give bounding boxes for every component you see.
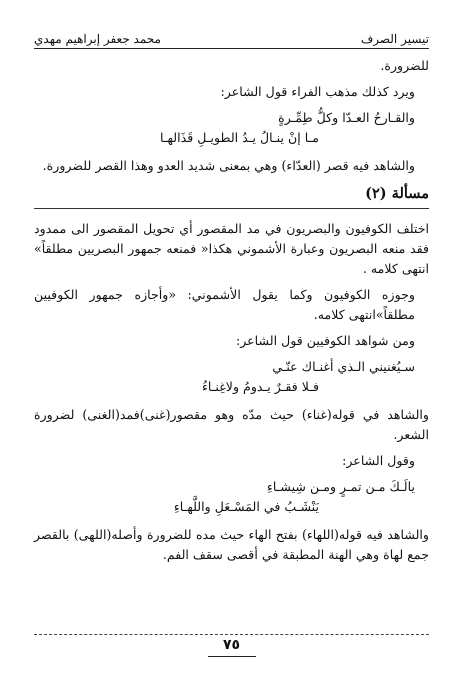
- verse-hemistich: والقـارحُ العـدّا وكلُّ طِمِّـرةٍ: [278, 110, 415, 125]
- paragraph: والشاهد فيه قوله(اللهاء) بفتح الهاء حيث مده للضرورة وأصله(اللهى) بالقصر جمع لهاة وهي الهنة المطبقة في أقصى سقف الفم.: [34, 527, 429, 562]
- verse-hemistich: سـيُغنيني الـذي أغنـاك عنّـي: [272, 359, 415, 374]
- author-name: محمد جعفر إبراهيم مهدي: [34, 32, 161, 46]
- text-line: للضرورة.: [380, 58, 429, 73]
- paragraph: والشاهد في قوله(غناء) حيث مدّه وهو مقصور(غنى)فمد(الغنى) لضرورة الشعر.: [34, 407, 429, 442]
- verse-hemistich: يالَـكَ مـن تمـرٍ ومـن شِيشـاءِ: [266, 479, 415, 494]
- paragraph: وجوزه الكوفيون وكما يقول الأشموني: «وأجازه جمهور الكوفيين مطلقاً»انتهى كلامه.: [34, 287, 415, 322]
- text-line: ومن شواهد الكوفيين قول الشاعر:: [235, 333, 415, 348]
- verse-hemistich: فـلا فقـرٌ يـدومُ ولاغِنـاءُ: [201, 379, 319, 394]
- text-line: ويرد كذلك مذهب الفراء قول الشاعر:: [220, 84, 415, 99]
- verse-hemistich: مـا إنْ ينـالُ يـدُ الطويـلِ قَذَالهـا: [159, 130, 319, 145]
- page-number-underline: [208, 656, 256, 657]
- book-title: تيسير الصرف: [360, 32, 429, 46]
- paragraph: اختلف الكوفيون والبصريون في مد المقصور أي تحويل المقصور الى ممدود فقد منعه البصريون وعبارة الأشموني هكذا« فمنعه جمهور البصريين مطلقاً» انتهى كلامه .: [34, 221, 429, 276]
- text-line: وقول الشاعر:: [342, 453, 415, 468]
- footer-divider: [34, 634, 429, 635]
- heading-divider: [34, 208, 429, 209]
- section-heading: مسألة (٢): [365, 185, 429, 202]
- paragraph: والشاهد فيه قصر (العدّاء) وهي بمعنى شديد العدو وهذا القصر للضرورة.: [42, 158, 415, 173]
- page-number: ٧٥: [222, 637, 241, 653]
- running-header: [34, 26, 429, 46]
- page-body: [34, 56, 429, 571]
- verse-hemistich: يَنْشَـبُ في المَسْـعَلِ واللَّهـاءِ: [173, 499, 319, 514]
- header-divider: [34, 48, 429, 49]
